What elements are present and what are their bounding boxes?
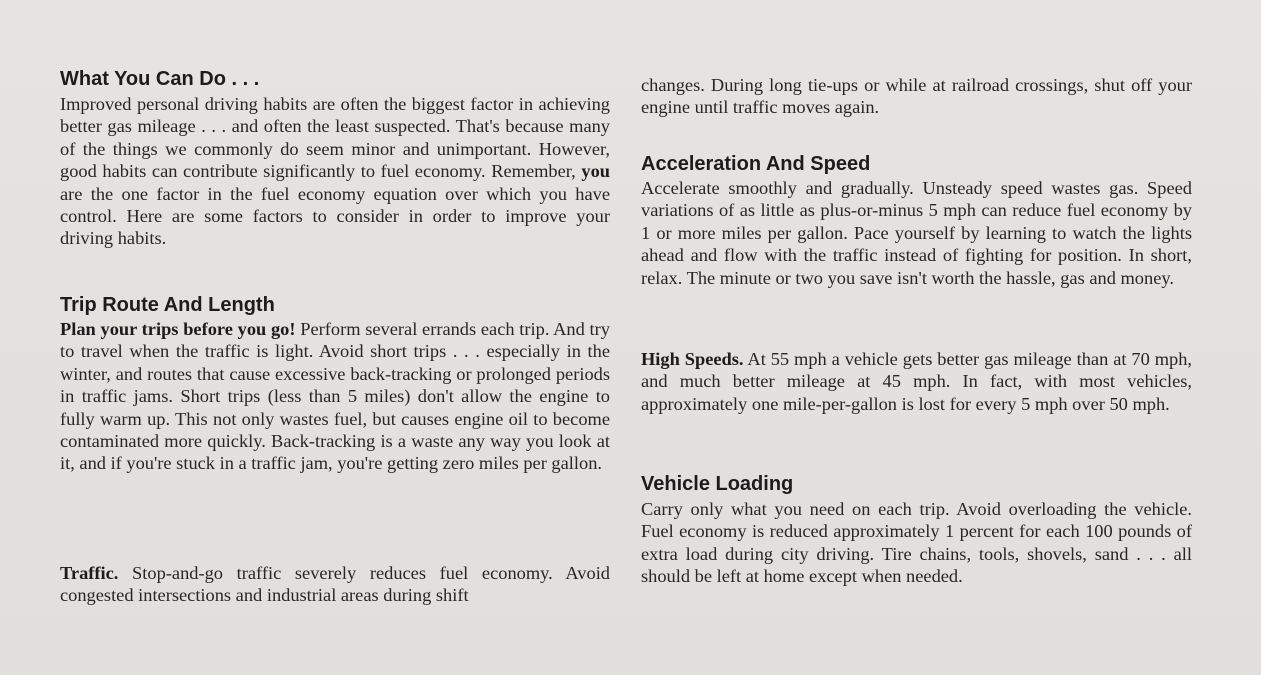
heading-acceleration: Acceleration And Speed <box>641 153 871 175</box>
section-trip-route <box>60 294 610 475</box>
paragraph-what-you-can-do <box>60 93 610 250</box>
heading-trip-route: Trip Route And Length <box>60 294 275 316</box>
section-what-you-can-do <box>60 68 610 250</box>
paragraph-traffic-continued: changes. During long tie-ups or while at railroad crossings, shut off your engine until traffic moves again. <box>641 75 1192 118</box>
text-part-1: Improved personal driving habits are often the biggest factor in achieving better gas mileage . . . and often the least suspected. That's because many of the things we commonly do seem minor and unimportant. However, good habits can contribute significantly to fuel economy. Remember, <box>60 94 610 182</box>
text-trip-route: Perform several errands each trip. And try to travel when the traffic is light. Avoid short trips . . . especially in the winter, and routes that cause excessive back-tracking or prolonged periods in traffic jams. Short trips (less than 5 miles) don't allow the engine to fully warm up. This not only wastes fuel, but causes engine oil to become contaminated more quickly. Back-tracking is a waste any way you look at it, and if you're stuck in a traffic jam, you're getting zero miles per gallon. <box>60 319 610 474</box>
lead-plan-trips: Plan your trips before you go! <box>60 319 296 339</box>
heading-what-you-can-do: What You Can Do . . . <box>60 68 260 90</box>
section-traffic-continued <box>641 74 1192 119</box>
paragraph-acceleration: Accelerate smoothly and gradually. Unsteady speed wastes gas. Speed variations of as little as plus-or-minus 5 mph can reduce fuel economy by 1 or more miles per gallon. Pace yourself by learning to watch the lights ahead and flow with the traffic instead of fighting for position. In short, relax. The minute or two you save isn't worth the hassle, gas and money. <box>641 178 1192 288</box>
section-high-speeds <box>641 348 1192 415</box>
section-vehicle-loading <box>641 473 1192 588</box>
heading-vehicle-loading: Vehicle Loading <box>641 473 794 495</box>
paragraph-vehicle-loading: Carry only what you need on each trip. Avoid overloading the vehicle. Fuel economy is reduced approximately 1 percent for each 100 pounds of extra load during city driving. Tire chains, tools, shovels, sand . . . all should be left at home except when needed. <box>641 499 1192 587</box>
section-acceleration <box>641 153 1192 289</box>
lead-high-speeds: High Speeds. <box>641 349 744 369</box>
paragraph-traffic <box>60 562 610 607</box>
paragraph-trip-route <box>60 318 610 475</box>
section-traffic <box>60 562 610 607</box>
text-part-2: are the one factor in the fuel economy equation over which you have control. Here are some factors to consider in order to improve your driving habits. <box>60 183 610 249</box>
lead-traffic: Traffic. <box>60 563 119 583</box>
text-traffic: Stop-and-go traffic severely reduces fuel economy. Avoid congested intersections and industrial areas during shift <box>60 563 610 606</box>
emphasis-you: you <box>581 161 610 182</box>
paragraph-high-speeds <box>641 348 1192 415</box>
text-high-speeds: At 55 mph a vehicle gets better gas mileage than at 70 mph, and much better mileage at 45 mph. In fact, with most vehicles, approximately one mile-per-gallon is lost for every 5 mph over 50 mph. <box>641 349 1193 414</box>
